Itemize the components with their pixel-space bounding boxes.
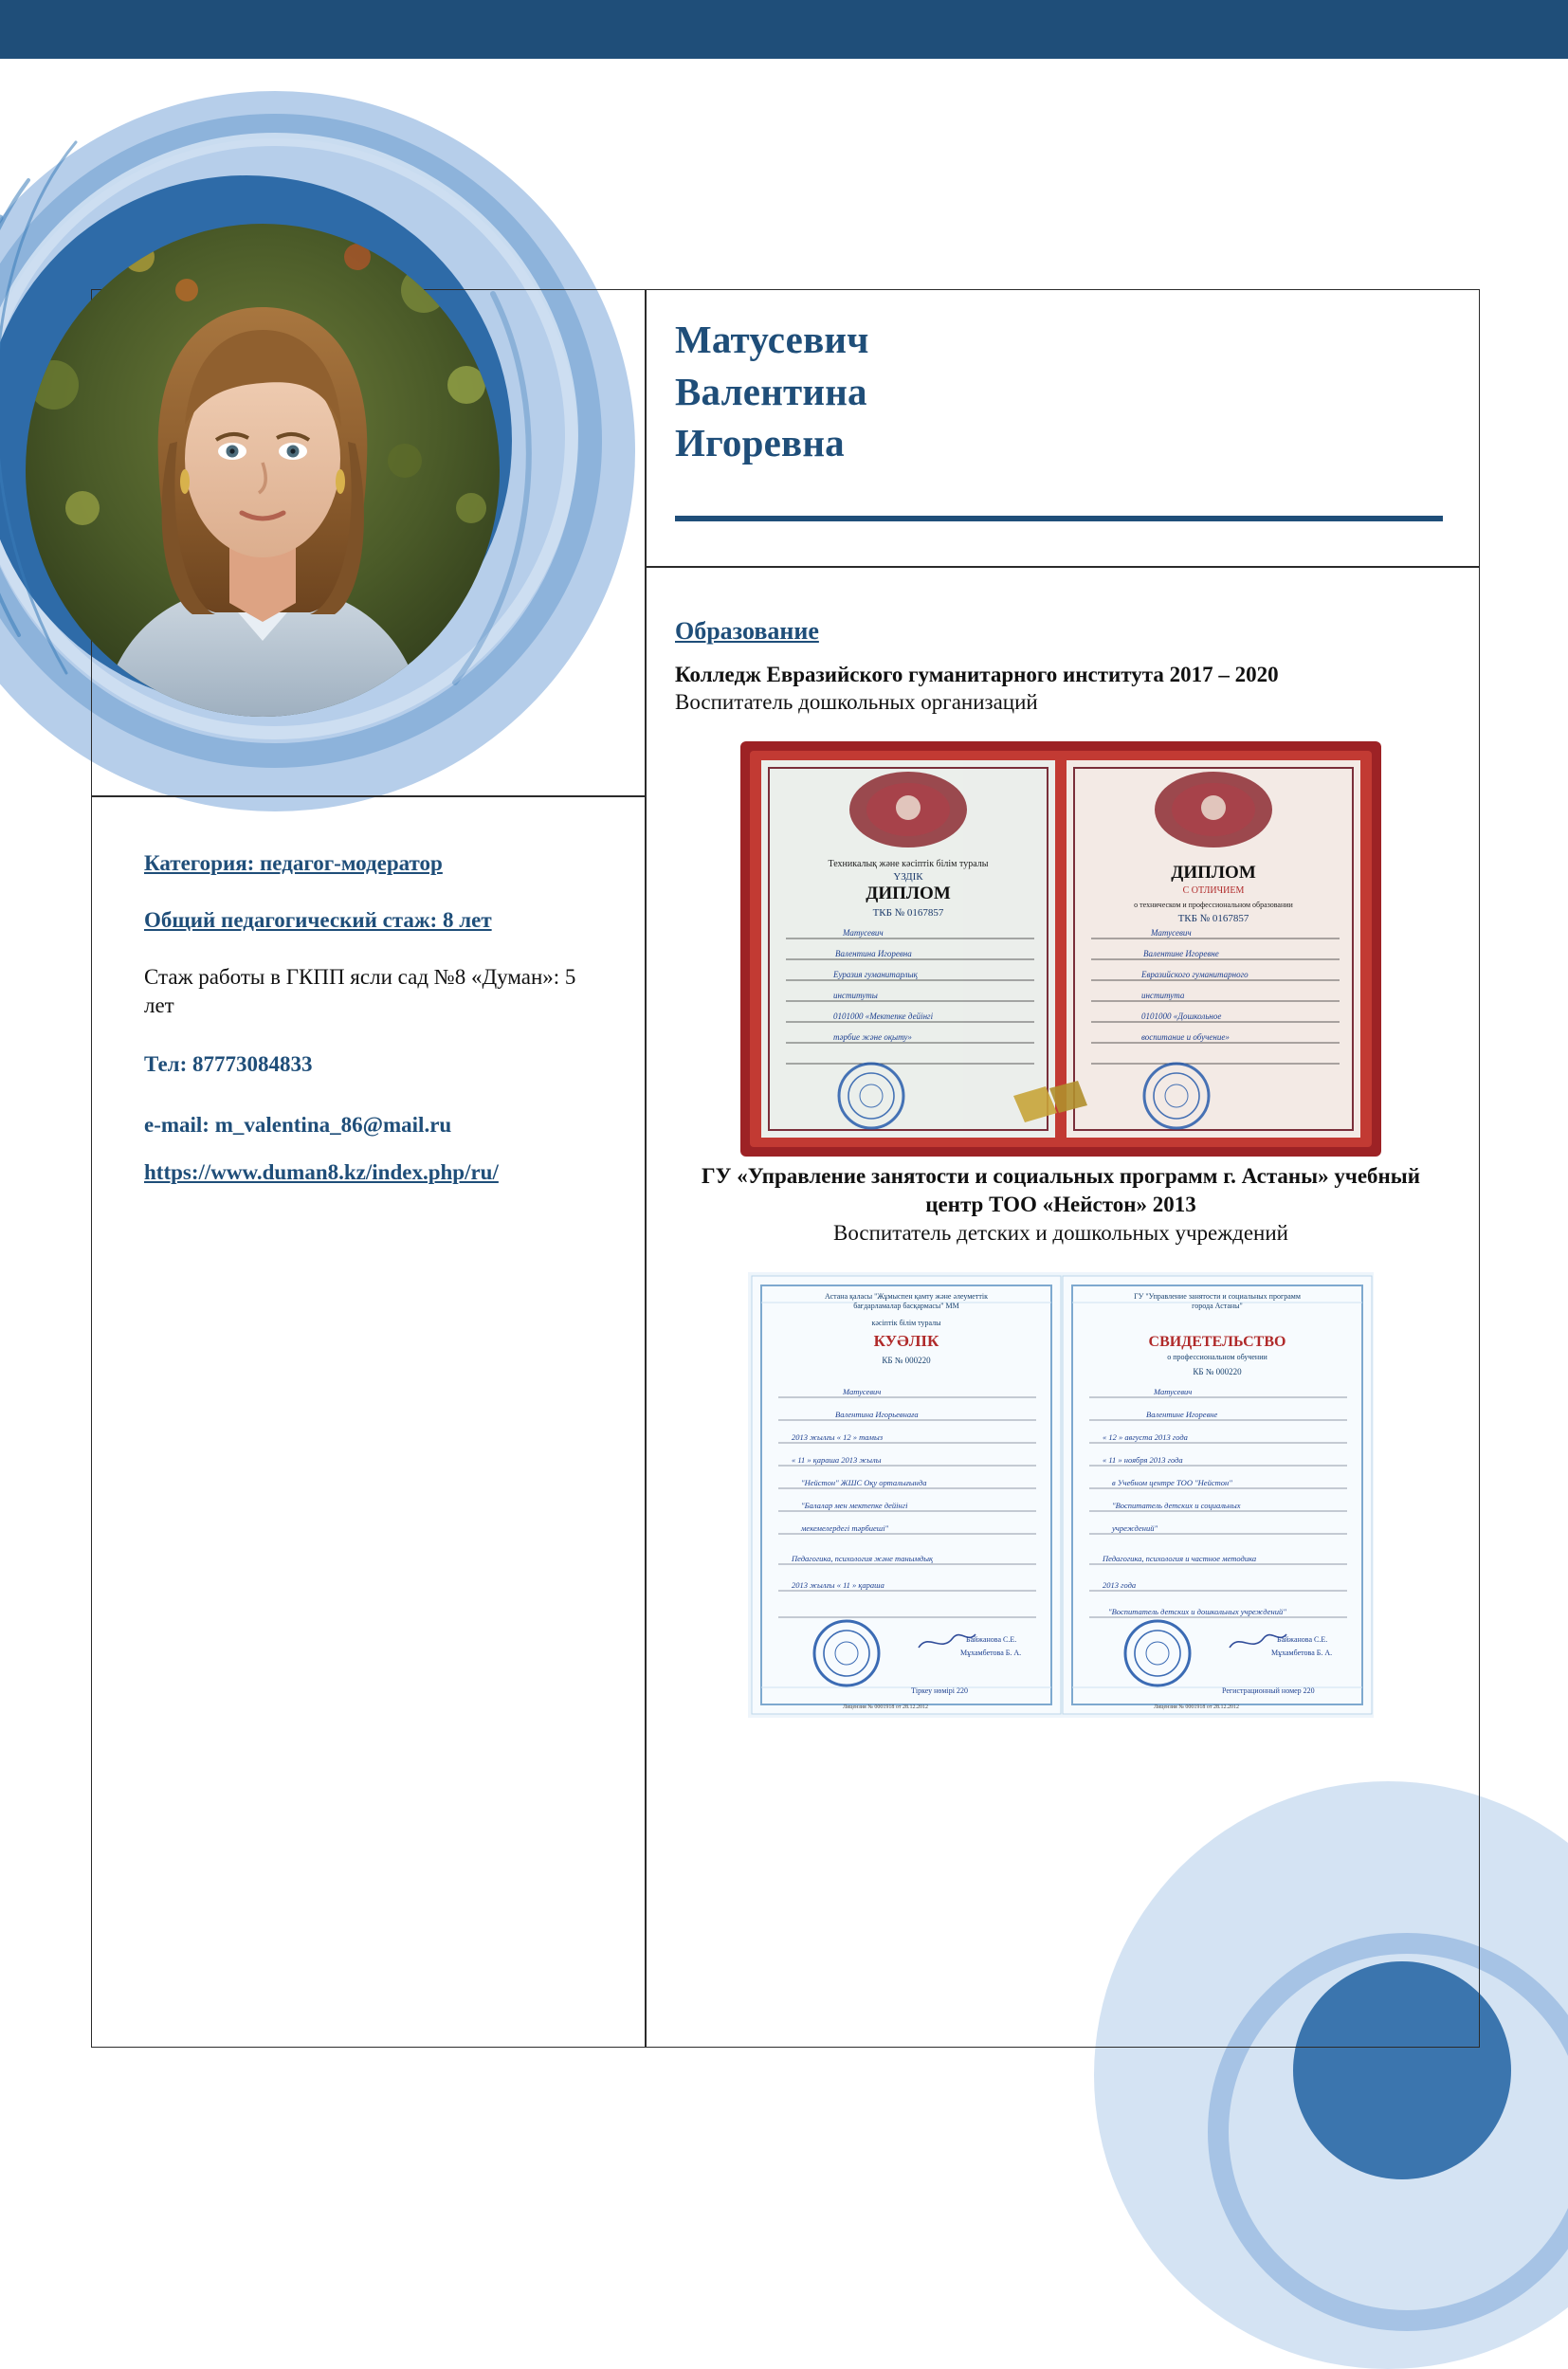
name-line-1: Матусевич — [675, 318, 869, 361]
avatar — [26, 224, 500, 717]
svg-text:воспитание и обучение»: воспитание и обучение» — [1141, 1031, 1230, 1042]
education-institution-1: Колледж Евразийского гуманитарного института 2017 – 2020 — [675, 663, 1279, 686]
email-link[interactable]: e-mail: m_valentina_86@mail.ru — [144, 1112, 452, 1137]
education-qualification-2: Воспитатель детских и дошкольных учреждений — [832, 1220, 1288, 1245]
svg-text:КУӘЛІК: КУӘЛІК — [873, 1331, 939, 1350]
svg-text:тәрбие және оқыту»: тәрбие және оқыту» — [833, 1031, 912, 1042]
svg-text:Мұхамбетова Б. А.: Мұхамбетова Б. А. — [960, 1648, 1022, 1657]
svg-text:Астана қаласы "Жұмыспен қамту: Астана қаласы "Жұмыспен қамту және әлеуметтік — [825, 1291, 988, 1301]
svg-text:Матусевич: Матусевич — [843, 1386, 882, 1396]
contact-info-cell — [91, 796, 646, 2048]
svg-text:2013 года: 2013 года — [1103, 1579, 1137, 1590]
svg-text:Техникалық және кәсіптік білім: Техникалық және кәсіптік білім туралы — [828, 858, 989, 869]
svg-text:"Воспитатель детских и социаль: "Воспитатель детских и социальных — [1112, 1500, 1241, 1510]
svg-text:Тіркеу нөмірі 220: Тіркеу нөмірі 220 — [911, 1686, 968, 1695]
svg-text:Евразийского гуманитарного: Евразийского гуманитарного — [1141, 969, 1249, 979]
name-cell — [646, 289, 1480, 567]
svg-text:С ОТЛИЧИЕМ: С ОТЛИЧИЕМ — [1182, 884, 1245, 896]
name-underline-rule — [675, 516, 1443, 521]
website-link[interactable]: https://www.duman8.kz/index.php/ru/ — [144, 1159, 499, 1184]
svg-text:Валентине Игоревне: Валентине Игоревне — [1143, 948, 1219, 958]
svg-text:0101000 «Дошкольное: 0101000 «Дошкольное — [1141, 1011, 1222, 1021]
svg-text:"Нейстон" ЖШС Оқу орталығында: "Нейстон" ЖШС Оқу орталығында — [801, 1477, 927, 1487]
svg-text:ТКБ № 0167857: ТКБ № 0167857 — [872, 906, 944, 919]
svg-text:КБ № 000220: КБ № 000220 — [882, 1355, 931, 1365]
svg-text:Матусевич: Матусевич — [1151, 927, 1192, 938]
svg-text:2013 жылғы « 11 » қараша: 2013 жылғы « 11 » қараша — [792, 1579, 884, 1590]
page-title — [675, 314, 1441, 469]
svg-text:Регистрационный номер 220: Регистрационный номер 220 — [1222, 1686, 1315, 1695]
top-accent-bar — [0, 0, 1568, 59]
name-line-3: Игоревна — [675, 421, 845, 465]
svg-text:"Балалар мен мектепке дейінгі: "Балалар мен мектепке дейінгі — [801, 1500, 908, 1510]
svg-text:учреждений": учреждений" — [1112, 1522, 1158, 1533]
education-qualification-1: Воспитатель дошкольных организаций — [675, 690, 1038, 715]
svg-text:бағдарламалар басқармасы" ММ: бағдарламалар басқармасы" ММ — [853, 1301, 959, 1310]
svg-text:Валентина Игоревна: Валентина Игоревна — [835, 948, 912, 958]
name-line-2: Валентина — [675, 369, 867, 413]
svg-text:« 12 » августа 2013 года: « 12 » августа 2013 года — [1103, 1431, 1188, 1442]
section-title-education: Образование — [675, 617, 819, 645]
svg-text:"Воспитатель детских и дошколь: "Воспитатель детских и дошкольных учреждений" — [1108, 1606, 1286, 1616]
svg-text:института: института — [1141, 990, 1185, 1000]
svg-text:Матусевич: Матусевич — [1154, 1386, 1193, 1396]
svg-text:ДИПЛОМ: ДИПЛОМ — [1171, 862, 1256, 883]
svg-text:0101000 «Мектепке дейінгі: 0101000 «Мектепке дейінгі — [833, 1011, 934, 1021]
svg-text:ДИПЛОМ: ДИПЛОМ — [866, 883, 951, 903]
svg-text:Матусевич: Матусевич — [843, 927, 884, 938]
svg-text:ТКБ № 0167857: ТКБ № 0167857 — [1177, 912, 1249, 924]
svg-text:мекемелердегі тәрбиеші": мекемелердегі тәрбиеші" — [801, 1522, 889, 1533]
svg-text:Валентине Игоревне: Валентине Игоревне — [1146, 1409, 1218, 1419]
scan-diploma-1 — [729, 736, 1393, 1162]
category-label: Категория: педагог-модератор — [144, 851, 443, 875]
svg-text:Еуразия гуманитарлық: Еуразия гуманитарлық — [833, 969, 918, 979]
svg-text:о техническом и профессиональн: о техническом и профессиональном образовании — [1134, 900, 1293, 909]
svg-text:институты: институты — [833, 990, 878, 1000]
svg-text:Валентина Игорьевнаға: Валентина Игорьевнаға — [835, 1409, 919, 1419]
svg-text:Педагогика, психология и частн: Педагогика, психология и частное методика — [1103, 1553, 1257, 1563]
svg-text:КБ № 000220: КБ № 000220 — [1193, 1366, 1242, 1376]
svg-text:кәсіптік білім туралы: кәсіптік білім туралы — [871, 1318, 941, 1327]
education-institution-2: ГУ «Управление занятости и социальных программ г. Астаны» учебный центр ТОО «Нейстон» 2013 — [701, 1163, 1420, 1216]
svg-text:ГУ "Управление занятости и соц: ГУ "Управление занятости и социальных программ — [1134, 1291, 1301, 1301]
scan-certificate-2 — [729, 1265, 1393, 1724]
total-experience-label: Общий педагогический стаж: 8 лет — [144, 907, 492, 932]
svg-text:о профессиональном обучении: о профессиональном обучении — [1167, 1352, 1267, 1361]
svg-text:Мұхамбетова Б. А.: Мұхамбетова Б. А. — [1271, 1648, 1333, 1657]
resume-document — [91, 289, 1480, 2048]
svg-text:2013 жылғы « 12 » тамыз: 2013 жылғы « 12 » тамыз — [792, 1431, 884, 1442]
svg-text:« 11 » ноября 2013 года: « 11 » ноября 2013 года — [1103, 1454, 1183, 1465]
svg-text:« 11 » қараша 2013 жылы: « 11 » қараша 2013 жылы — [792, 1454, 882, 1465]
svg-text:СВИДЕТЕЛЬСТВО: СВИДЕТЕЛЬСТВО — [1148, 1333, 1286, 1350]
svg-text:Лицензия № 0001918 от 28.12.20: Лицензия № 0001918 от 28.12.2012 — [843, 1704, 928, 1710]
svg-text:в Учебном центре ТОО "Нейстон": в Учебном центре ТОО "Нейстон" — [1112, 1477, 1232, 1487]
education-cell — [646, 567, 1480, 2048]
current-experience-label: Стаж работы в ГКПП ясли сад №8 «Думан»: 5 лет — [144, 964, 576, 1017]
svg-text:Байжанова С.Е.: Байжанова С.Е. — [1277, 1634, 1328, 1644]
svg-text:города Астаны": города Астаны" — [1192, 1301, 1243, 1310]
svg-text:ҮЗДІК: ҮЗДІК — [893, 870, 923, 883]
svg-text:Педагогика, психология және та: Педагогика, психология және танымдық — [792, 1553, 933, 1563]
svg-text:Лицензия № 0001918 от 28.12.20: Лицензия № 0001918 от 28.12.2012 — [1154, 1704, 1239, 1710]
portrait-photo — [26, 224, 500, 717]
phone-label: Тел: 87773084833 — [144, 1051, 313, 1076]
photo-cell — [91, 289, 646, 796]
svg-text:Байжанова С.Е.: Байжанова С.Е. — [966, 1634, 1017, 1644]
